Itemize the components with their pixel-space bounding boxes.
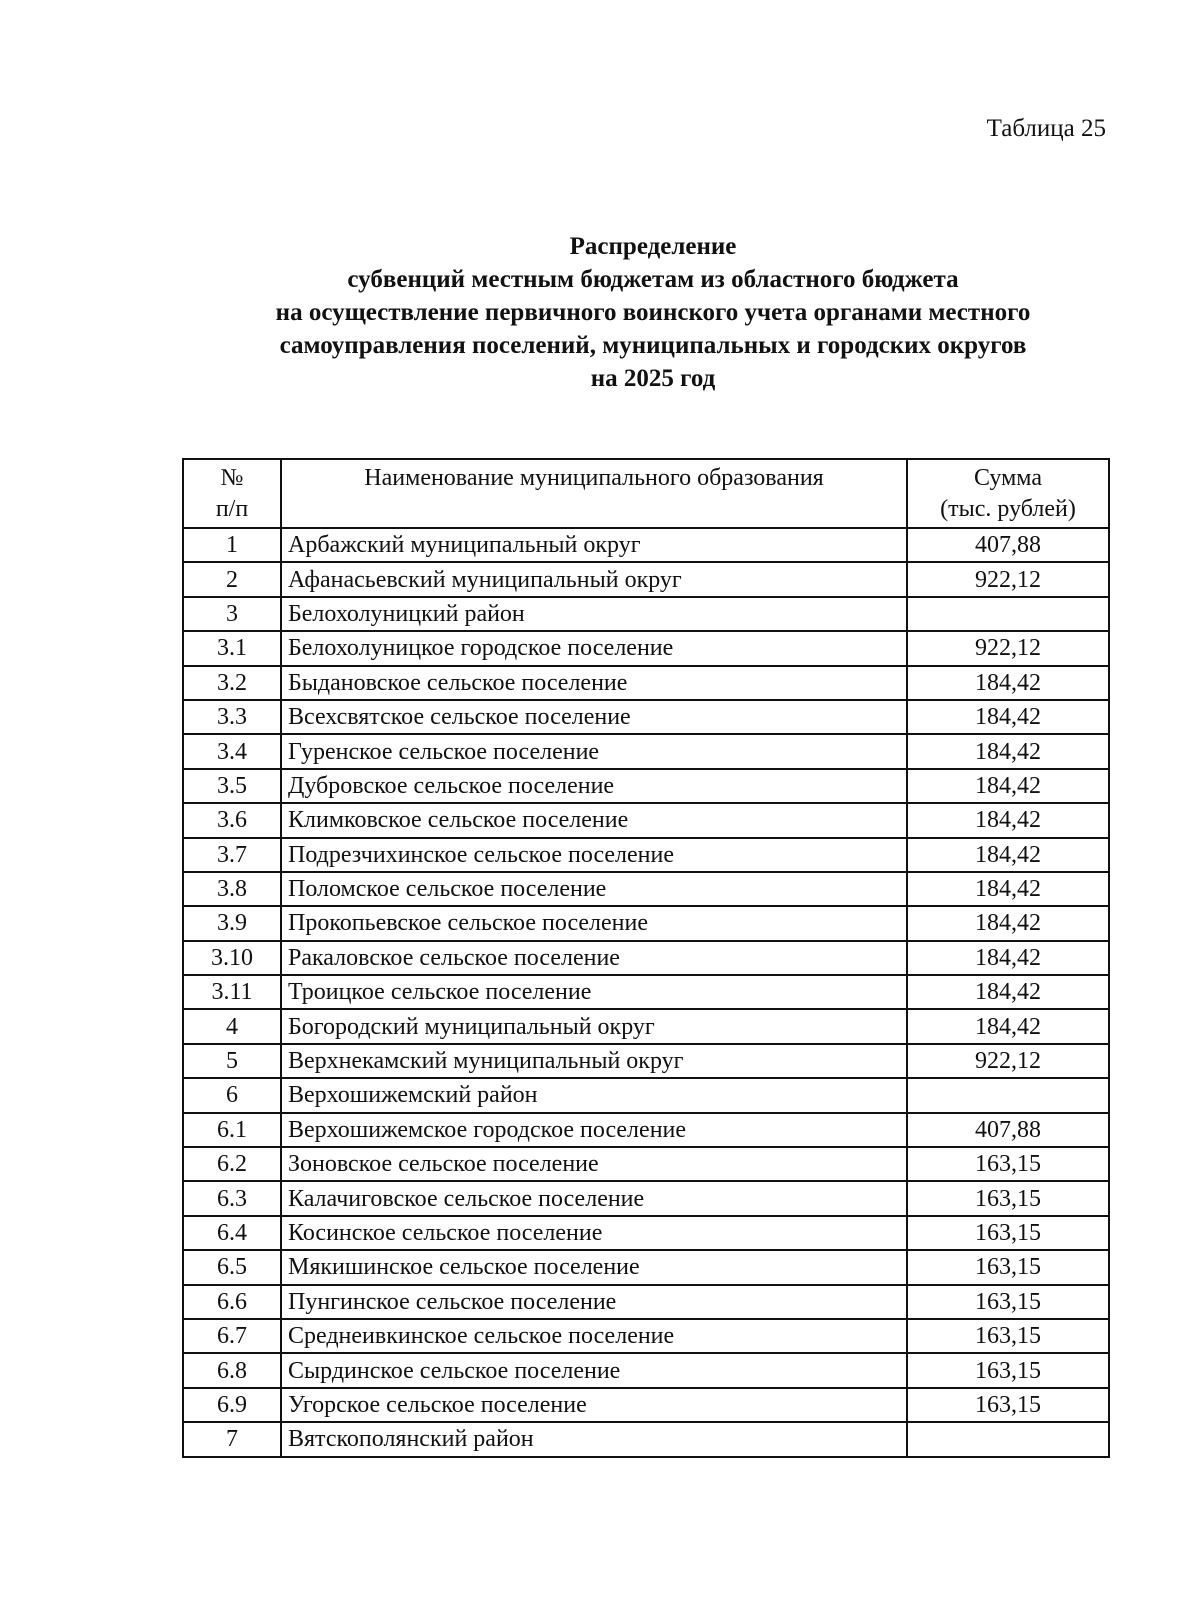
subvention-amount: 163,15: [907, 1388, 1109, 1422]
municipality-name: Гуренское сельское поселение: [281, 734, 907, 768]
municipality-name: Прокопьевское сельское поселение: [281, 906, 907, 940]
subvention-amount: 184,42: [907, 941, 1109, 975]
subvention-amount: 184,42: [907, 803, 1109, 837]
subvention-amount: 184,42: [907, 975, 1109, 1009]
municipality-name: Сырдинское сельское поселение: [281, 1353, 907, 1387]
subvention-amount: 184,42: [907, 666, 1109, 700]
table-header: [183, 459, 1109, 528]
municipality-name: Белохолуницкий район: [281, 597, 907, 631]
subvention-amount: 407,88: [907, 528, 1109, 562]
subvention-amount: 922,12: [907, 562, 1109, 596]
row-number: 6.8: [183, 1353, 281, 1387]
table-row: [183, 1319, 1109, 1353]
subvention-amount: 184,42: [907, 906, 1109, 940]
row-number: 3: [183, 597, 281, 631]
table-body: [183, 528, 1109, 1457]
row-number: 5: [183, 1044, 281, 1078]
subvention-amount: 184,42: [907, 700, 1109, 734]
table-row: [183, 1216, 1109, 1250]
municipality-name: Верхнекамский муниципальный округ: [281, 1044, 907, 1078]
header-number-symbol: №: [220, 465, 244, 491]
row-number: 3.9: [183, 906, 281, 940]
subvention-amount: 922,12: [907, 631, 1109, 665]
row-number: 3.3: [183, 700, 281, 734]
row-number: 3.1: [183, 631, 281, 665]
table-row: [183, 941, 1109, 975]
table-row: [183, 1044, 1109, 1078]
row-number: 6.1: [183, 1113, 281, 1147]
table-row: [183, 1285, 1109, 1319]
municipality-name: Мякишинское сельское поселение: [281, 1250, 907, 1284]
municipality-name: Угорское сельское поселение: [281, 1388, 907, 1422]
municipality-name: Пунгинское сельское поселение: [281, 1285, 907, 1319]
subvention-amount: 184,42: [907, 734, 1109, 768]
header-name: [281, 459, 907, 528]
row-number: 6.9: [183, 1388, 281, 1422]
row-number: 4: [183, 1009, 281, 1043]
municipality-name: Троицкое сельское поселение: [281, 975, 907, 1009]
row-number: 6.2: [183, 1147, 281, 1181]
municipality-name: Всехсвятское сельское поселение: [281, 700, 907, 734]
row-number: 6.7: [183, 1319, 281, 1353]
municipality-name: Верхошижемский район: [281, 1078, 907, 1112]
table-row: [183, 1250, 1109, 1284]
row-number: 3.10: [183, 941, 281, 975]
row-number: 3.11: [183, 975, 281, 1009]
header-number: [183, 459, 281, 528]
table-row: [183, 1422, 1109, 1456]
table-row: [183, 734, 1109, 768]
subvention-amount: 922,12: [907, 1044, 1109, 1078]
row-number: 6.6: [183, 1285, 281, 1319]
subvention-amount: 184,42: [907, 838, 1109, 872]
title-line: субвенций местным бюджетам из областного бюджета: [347, 266, 959, 293]
table-row: [183, 597, 1109, 631]
table-row: [183, 528, 1109, 562]
row-number: 3.6: [183, 803, 281, 837]
subvention-amount: [907, 597, 1109, 631]
header-sum-unit: (тыс. рублей): [940, 496, 1076, 522]
table-row: [183, 1009, 1109, 1043]
subvention-amount: 407,88: [907, 1113, 1109, 1147]
municipality-name: Калачиговское сельское поселение: [281, 1181, 907, 1215]
table-row: [183, 631, 1109, 665]
row-number: 3.8: [183, 872, 281, 906]
subvention-amount: 184,42: [907, 1009, 1109, 1043]
row-number: 6.5: [183, 1250, 281, 1284]
subvention-amount: 163,15: [907, 1250, 1109, 1284]
subvention-amount: 163,15: [907, 1285, 1109, 1319]
municipality-name: Богородский муниципальный округ: [281, 1009, 907, 1043]
title-line: Распределение: [569, 233, 737, 260]
municipality-name: Вятскополянский район: [281, 1422, 907, 1456]
row-number: 1: [183, 528, 281, 562]
table-row: [183, 1388, 1109, 1422]
table-row: [183, 1181, 1109, 1215]
subvention-amount: 163,15: [907, 1181, 1109, 1215]
header-row: [183, 459, 1109, 528]
title-line: на осуществление первичного воинского учета органами местного: [275, 299, 1031, 326]
table-row: [183, 838, 1109, 872]
municipality-name: Зоновское сельское поселение: [281, 1147, 907, 1181]
header-number-abbrev: п/п: [215, 496, 249, 522]
subvention-amount: [907, 1422, 1109, 1456]
table-row: [183, 975, 1109, 1009]
allocation-table: [182, 458, 1110, 1458]
table-row: [183, 700, 1109, 734]
title-line: на 2025 год: [590, 365, 716, 392]
table-row: [183, 562, 1109, 596]
header-sum: [907, 459, 1109, 528]
municipality-name: Ракаловское сельское поселение: [281, 941, 907, 975]
table-row: [183, 666, 1109, 700]
table-row: [183, 1353, 1109, 1387]
title-line: самоуправления поселений, муниципальных и городских округов: [279, 332, 1027, 359]
municipality-name: Поломское сельское поселение: [281, 872, 907, 906]
subvention-amount: 163,15: [907, 1319, 1109, 1353]
municipality-name: Подрезчихинское сельское поселение: [281, 838, 907, 872]
row-number: 6.4: [183, 1216, 281, 1250]
table-row: [183, 769, 1109, 803]
municipality-name: Верхошижемское городское поселение: [281, 1113, 907, 1147]
municipality-name: Климковское сельское поселение: [281, 803, 907, 837]
subvention-amount: 163,15: [907, 1216, 1109, 1250]
row-number: 3.4: [183, 734, 281, 768]
table-row: [183, 1147, 1109, 1181]
subvention-amount: 184,42: [907, 769, 1109, 803]
subvention-amount: 184,42: [907, 872, 1109, 906]
row-number: 2: [183, 562, 281, 596]
table-row: [183, 906, 1109, 940]
table-row: [183, 872, 1109, 906]
municipality-name: Быдановское сельское поселение: [281, 666, 907, 700]
document-title: [0, 230, 1200, 395]
municipality-name: Среднеивкинское сельское поселение: [281, 1319, 907, 1353]
municipality-name: Косинское сельское поселение: [281, 1216, 907, 1250]
municipality-name: Афанасьевский муниципальный округ: [281, 562, 907, 596]
row-number: 6.3: [183, 1181, 281, 1215]
table-row: [183, 803, 1109, 837]
subvention-amount: [907, 1078, 1109, 1112]
header-name-text: Наименование муниципального образования: [364, 465, 824, 491]
header-sum-title: Сумма: [974, 465, 1042, 491]
row-number: 3.5: [183, 769, 281, 803]
municipality-name: Арбажский муниципальный округ: [281, 528, 907, 562]
municipality-name: Белохолуницкое городское поселение: [281, 631, 907, 665]
table-row: [183, 1113, 1109, 1147]
subvention-amount: 163,15: [907, 1353, 1109, 1387]
row-number: 6: [183, 1078, 281, 1112]
row-number: 3.7: [183, 838, 281, 872]
row-number: 3.2: [183, 666, 281, 700]
municipality-name: Дубровское сельское поселение: [281, 769, 907, 803]
row-number: 7: [183, 1422, 281, 1456]
table-number-label: Таблица 25: [986, 115, 1106, 142]
table-row: [183, 1078, 1109, 1112]
subvention-amount: 163,15: [907, 1147, 1109, 1181]
